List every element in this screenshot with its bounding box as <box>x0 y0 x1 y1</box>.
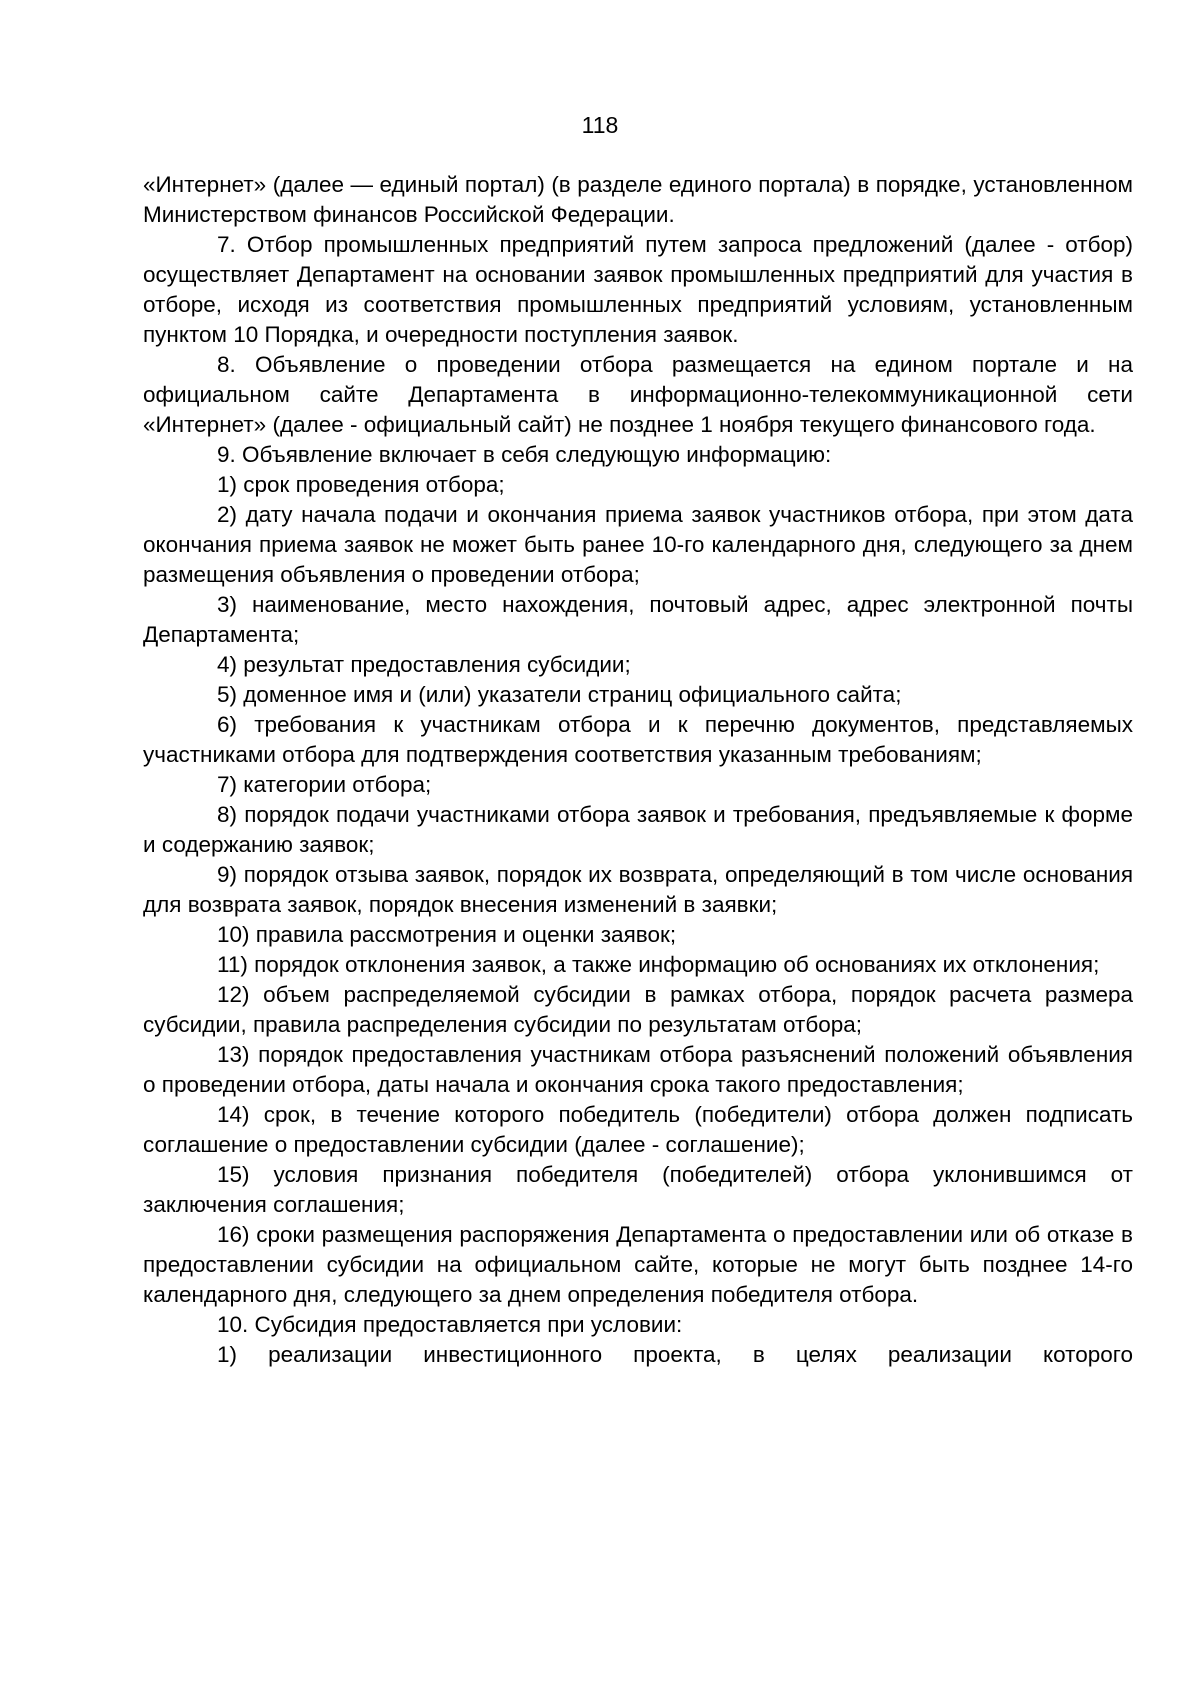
list-item-2: 2) дату начала подачи и окончания приема заявок участников отбора, при этом дата окончания приема заявок не может быть ранее 10-го календарного дня, следующего за днем размещения объявления о проведении отбора; <box>143 502 1133 587</box>
list-item-16: 16) сроки размещения распоряжения Департамента о предоставлении или об отказе в предоставлении субсидии на официальном сайте, которые не могут быть позднее 14-го календарного дня, следующего за днем определения победителя отбора. <box>143 1222 1133 1307</box>
document-body <box>143 170 1133 1370</box>
list-item-9: 9) порядок отзыва заявок, порядок их возврата, определяющий в том числе основания для возврата заявок, порядок внесения изменений в заявки; <box>143 862 1133 917</box>
list-item-15: 15) условия признания победителя (победителей) отбора уклонившимся от заключения соглашения; <box>143 1162 1133 1217</box>
list-item-7: 7) категории отбора; <box>217 772 432 797</box>
list-item-3: 3) наименование, место нахождения, почтовый адрес, адрес электронной почты Департамента; <box>143 592 1133 647</box>
list-item-14: 14) срок, в течение которого победитель (победители) отбора должен подписать соглашение о предоставлении субсидии (далее - соглашение); <box>143 1102 1133 1157</box>
paragraph-8: 8. Объявление о проведении отбора размещается на едином портале и на официальном сайте Департамента в информационно-телекоммуникационной сети «Интернет» (далее - официальный сайт) не позднее 1 ноября текущего финансового года. <box>143 352 1133 437</box>
list-item-5: 5) доменное имя и (или) указатели страниц официального сайта; <box>217 682 902 707</box>
list-item-4: 4) результат предоставления субсидии; <box>217 652 631 677</box>
paragraph-9: 9. Объявление включает в себя следующую информацию: <box>217 442 832 467</box>
page-number: 118 <box>581 112 619 138</box>
paragraph-10: 10. Субсидия предоставляется при условии: <box>217 1312 683 1337</box>
paragraph-10-item-1: 1) реализации инвестиционного проекта, в целях реализации которого <box>217 1342 1133 1367</box>
paragraph-continuation: «Интернет» (далее — единый портал) (в разделе единого портала) в порядке, установленном Министерством финансов Российской Федерации. <box>143 172 1133 227</box>
list-item-11: 11) порядок отклонения заявок, а также информацию об основаниях их отклонения; <box>217 952 1100 977</box>
paragraph-7: 7. Отбор промышленных предприятий путем запроса предложений (далее - отбор) осуществляет Департамент на основании заявок промышленных предприятий для участия в отборе, исходя из соответствия промышленных предприятий условиям, установленным пунктом 10 Порядка, и очередности поступления заявок. <box>143 232 1133 347</box>
list-item-13: 13) порядок предоставления участникам отбора разъяснений положений объявления о проведении отбора, даты начала и окончания срока такого предоставления; <box>143 1042 1133 1097</box>
list-item-12: 12) объем распределяемой субсидии в рамках отбора, порядок расчета размера субсидии, правила распределения субсидии по результатам отбора; <box>143 982 1133 1037</box>
list-item-6: 6) требования к участникам отбора и к перечню документов, представляемых участниками отбора для подтверждения соответствия указанным требованиям; <box>143 712 1133 767</box>
list-item-8: 8) порядок подачи участниками отбора заявок и требования, предъявляемые к форме и содержанию заявок; <box>143 802 1133 857</box>
list-item-10: 10) правила рассмотрения и оценки заявок; <box>217 922 677 947</box>
list-item-1: 1) срок проведения отбора; <box>217 472 505 497</box>
